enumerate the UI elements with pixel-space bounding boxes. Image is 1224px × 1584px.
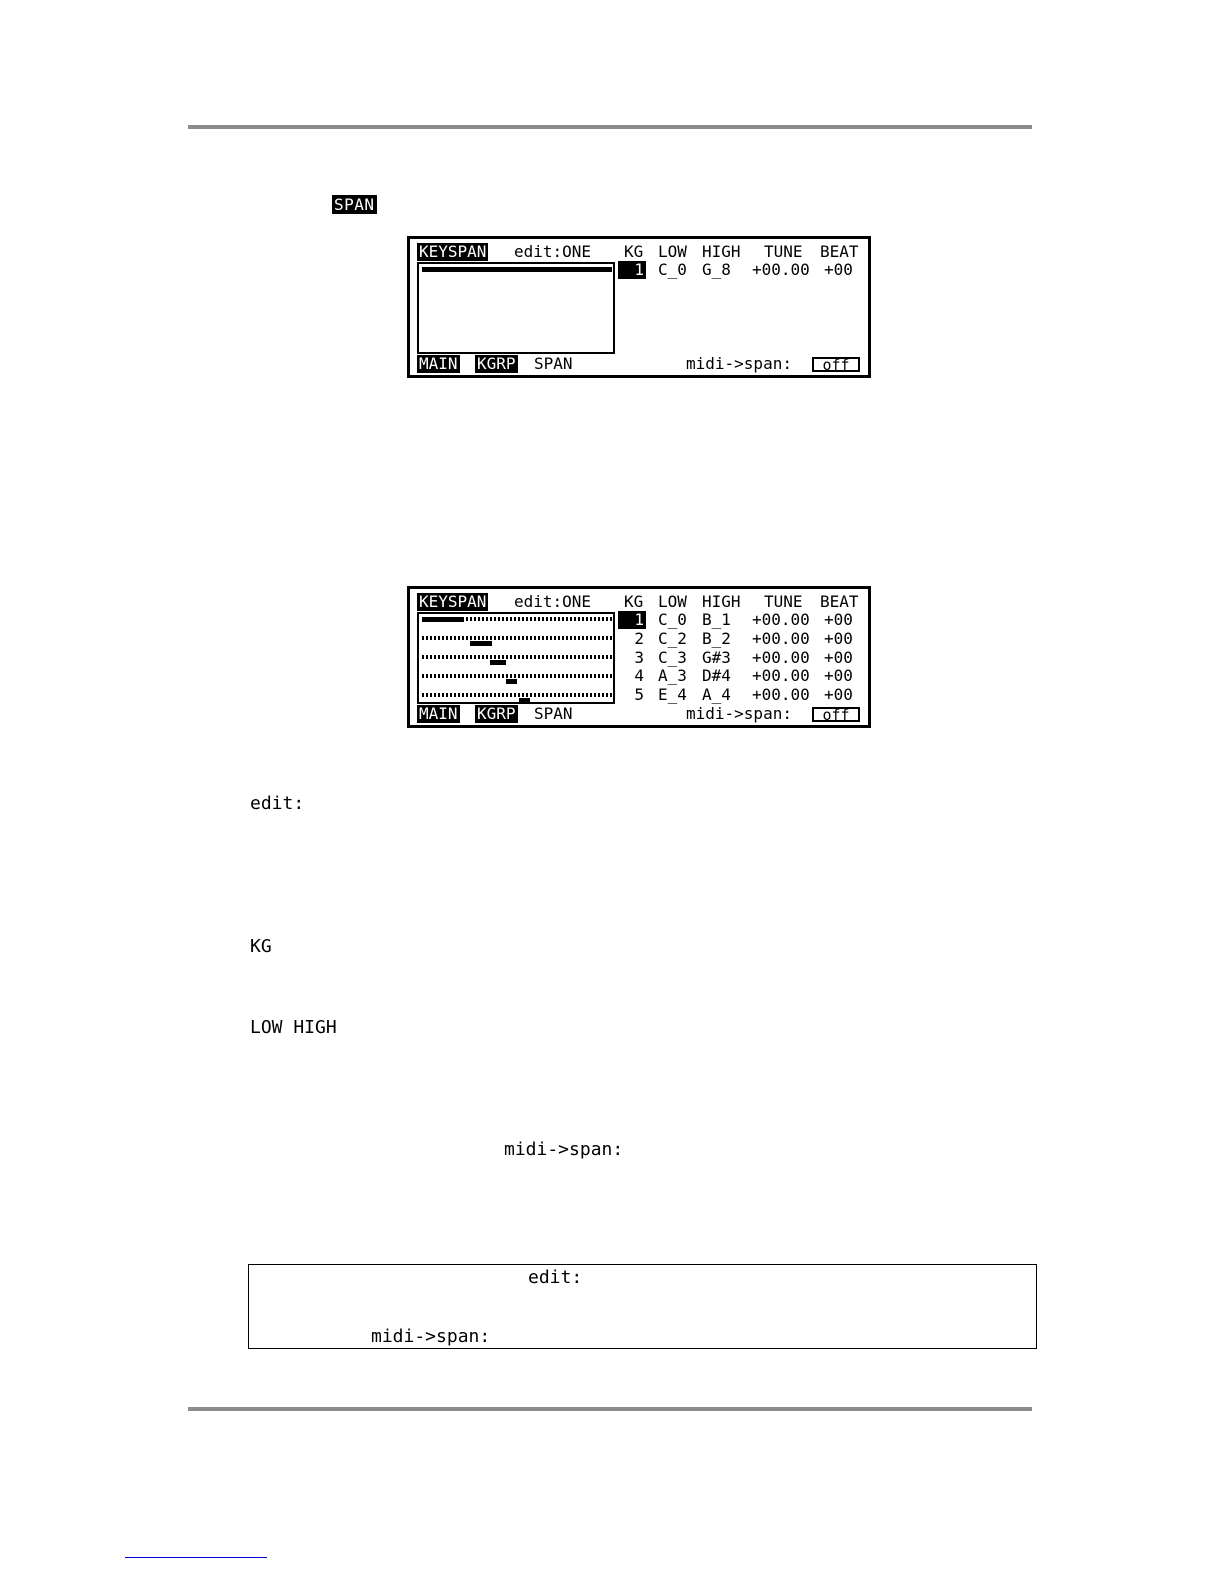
high-note[interactable]: G#3 bbox=[702, 648, 731, 667]
keyspan-range-bar bbox=[506, 679, 517, 684]
keygroup-row[interactable] bbox=[618, 649, 858, 667]
low-note[interactable]: C_2 bbox=[658, 629, 687, 648]
lcd-screen-keyspan-single bbox=[407, 236, 871, 378]
midi-span-toggle[interactable]: off bbox=[812, 357, 860, 372]
keygroup-number[interactable]: 3 bbox=[634, 648, 644, 667]
col-header-beat: BEAT bbox=[820, 242, 859, 261]
lcd-title: KEYSPAN bbox=[419, 592, 487, 611]
keygroup-number[interactable]: 4 bbox=[634, 666, 644, 685]
header-rule bbox=[188, 125, 1032, 129]
midi-span-label: midi->span: bbox=[686, 704, 792, 723]
keygroup-row[interactable] bbox=[618, 686, 858, 704]
col-header-tune: TUNE bbox=[764, 242, 803, 261]
keyspan-track bbox=[422, 674, 612, 678]
col-header-low: LOW bbox=[658, 592, 687, 611]
keyspan-range-bar bbox=[490, 660, 505, 665]
keyspan-track bbox=[422, 693, 612, 697]
tune-value[interactable]: +00.00 bbox=[752, 610, 810, 629]
tune-value[interactable]: +00.00 bbox=[752, 629, 810, 648]
keyspan-range-bar bbox=[519, 698, 530, 703]
keyspan-range-bar bbox=[422, 617, 464, 622]
col-header-high: HIGH bbox=[702, 592, 741, 611]
kgrp-tab[interactable]: KGRP bbox=[477, 354, 516, 373]
high-note[interactable]: B_2 bbox=[702, 629, 731, 648]
tune-value[interactable]: +00.00 bbox=[752, 260, 810, 279]
lcd-title: KEYSPAN bbox=[419, 242, 487, 261]
note-midi-span-label: midi->span: bbox=[371, 1326, 491, 1347]
tune-value[interactable]: +00.00 bbox=[752, 648, 810, 667]
col-header-kg: KG bbox=[624, 242, 644, 261]
kg-label: KG bbox=[250, 936, 272, 957]
midi-span-label: midi->span: bbox=[686, 354, 792, 373]
main-tab[interactable]: MAIN bbox=[419, 704, 458, 723]
span-tab[interactable]: SPAN bbox=[534, 704, 573, 723]
keygroup-number[interactable]: 1 bbox=[618, 611, 646, 629]
keygroup-number[interactable]: 1 bbox=[618, 261, 646, 279]
keygroup-row[interactable] bbox=[618, 667, 858, 685]
edit-label: edit: bbox=[250, 793, 305, 814]
lcd-screen-keyspan-multi bbox=[407, 586, 871, 728]
beat-value[interactable]: +00 bbox=[824, 610, 853, 629]
low-note[interactable]: A_3 bbox=[658, 666, 687, 685]
low-note[interactable]: E_4 bbox=[658, 685, 687, 704]
midi-span-toggle[interactable]: off bbox=[812, 707, 860, 722]
high-note[interactable]: G_8 bbox=[702, 260, 731, 279]
midi-span-inline-label: midi->span: bbox=[504, 1139, 624, 1160]
footer-rule bbox=[188, 1407, 1032, 1411]
span-tag: SPAN bbox=[334, 195, 375, 214]
keygroup-number[interactable]: 2 bbox=[634, 629, 644, 648]
high-note[interactable]: A_4 bbox=[702, 685, 731, 704]
keyspan-range-bar bbox=[422, 267, 612, 272]
beat-value[interactable]: +00 bbox=[824, 260, 853, 279]
low-note[interactable]: C_3 bbox=[658, 648, 687, 667]
keyspan-graphic bbox=[417, 262, 615, 354]
kgrp-tab[interactable]: KGRP bbox=[477, 704, 516, 723]
keyspan-range-bar bbox=[470, 641, 493, 646]
col-header-tune: TUNE bbox=[764, 592, 803, 611]
col-header-low: LOW bbox=[658, 242, 687, 261]
keygroup-row[interactable] bbox=[618, 611, 858, 629]
span-tab[interactable]: SPAN bbox=[534, 354, 573, 373]
edit-mode-field[interactable]: edit:ONE bbox=[514, 592, 592, 611]
keyspan-track bbox=[422, 655, 612, 659]
tune-value[interactable]: +00.00 bbox=[752, 666, 810, 685]
main-tab[interactable]: MAIN bbox=[419, 354, 458, 373]
low-note[interactable]: C_0 bbox=[658, 260, 687, 279]
col-header-beat: BEAT bbox=[820, 592, 859, 611]
footnote-link-underline bbox=[125, 1557, 267, 1558]
edit-mode-field[interactable]: edit:ONE bbox=[514, 242, 592, 261]
tune-value[interactable]: +00.00 bbox=[752, 685, 810, 704]
beat-value[interactable]: +00 bbox=[824, 648, 853, 667]
col-header-kg: KG bbox=[624, 592, 644, 611]
keygroup-number[interactable]: 5 bbox=[634, 685, 644, 704]
keygroup-row[interactable] bbox=[618, 630, 858, 648]
note-box bbox=[248, 1264, 1037, 1349]
note-edit-label: edit: bbox=[528, 1267, 583, 1288]
keygroup-row[interactable] bbox=[618, 261, 858, 279]
low-note[interactable]: C_0 bbox=[658, 610, 687, 629]
high-note[interactable]: B_1 bbox=[702, 610, 731, 629]
beat-value[interactable]: +00 bbox=[824, 629, 853, 648]
col-header-high: HIGH bbox=[702, 242, 741, 261]
beat-value[interactable]: +00 bbox=[824, 685, 853, 704]
beat-value[interactable]: +00 bbox=[824, 666, 853, 685]
keyspan-track bbox=[422, 636, 612, 640]
high-note[interactable]: D#4 bbox=[702, 666, 731, 685]
low-high-label: LOW HIGH bbox=[250, 1017, 337, 1038]
keyspan-graphic bbox=[417, 612, 615, 704]
